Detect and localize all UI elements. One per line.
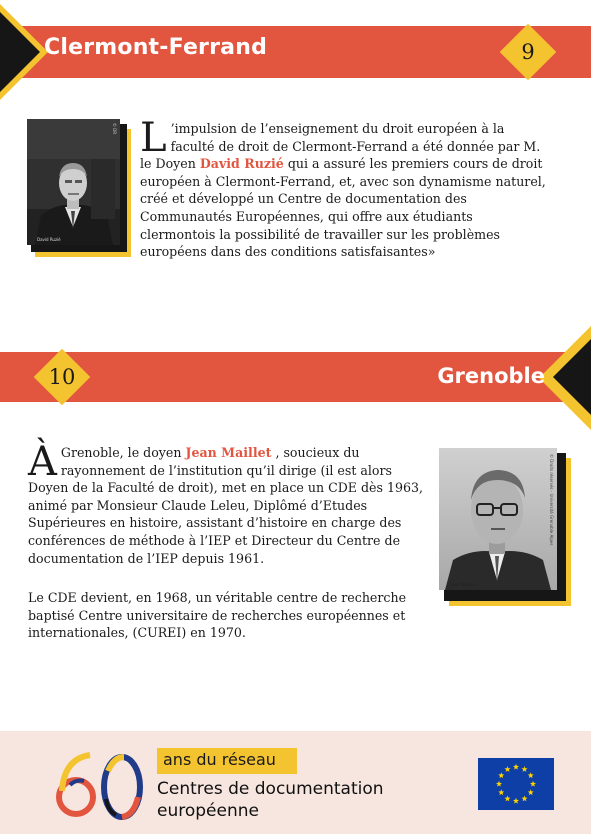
- portrait-photo: [439, 448, 557, 590]
- body-paragraph-2: Le CDE devient, en 1968, un véritable centre de recherche baptisé Centre universitaire de recherches européennes et internationales, (CUREI) en 1970.: [28, 590, 407, 641]
- photo-credit: © DR: [112, 123, 117, 135]
- highlighted-name: David Ruzié: [199, 156, 284, 172]
- drop-cap: L: [140, 115, 167, 161]
- section-banner-clermont: [0, 26, 591, 78]
- network-title-line1: Centres de documentation: [157, 779, 384, 799]
- photo-credit: © Droits réservés - Université Grenoble Alpes: [549, 454, 554, 546]
- banner-triangle-black: [0, 12, 40, 92]
- body-paragraph: [140, 115, 550, 261]
- body-paragraph: [28, 439, 430, 567]
- section-title: Clermont-Ferrand: [44, 35, 268, 60]
- portrait-frame: [439, 448, 569, 608]
- portrait-frame: [27, 119, 129, 253]
- highlighted-name: Jean Maillet: [185, 445, 272, 460]
- photo-caption: Jean Maillet: [451, 582, 475, 587]
- banner-triangle-black: [553, 339, 591, 415]
- section-number: 10: [48, 365, 76, 389]
- tagline: ans du réseau: [163, 750, 276, 769]
- paragraph-text-start: Grenoble, le doyen: [60, 445, 186, 460]
- section-number-badge: [500, 24, 556, 80]
- section-banner-grenoble: [0, 352, 591, 402]
- paragraph-text-end: , soucieux du rayonnement de l’institution qu’il dirige (il est alors Doyen de la Faculté de droit), met en place un CDE dès 1963, animé par Monsieur Claude Leleu, Diplômé d’Etudes Supérieures en histoire, assistant d’histoire en charge des conférences de méthode à l’IEP et Directeur du Centre de documentation de l’IEP depuis 1961.: [28, 445, 424, 566]
- drop-cap: À: [28, 439, 57, 485]
- section-title: Grenoble: [437, 364, 545, 388]
- paragraph-text-end: qui a assuré les premiers cours de droit européen à Clermont-Ferrand, et, avec son dynamisme naturel, créé et développé un Centre de documentation des Communautés Européennes, qui offre aux étudiants clermontois la possibilité de travailler sur les problèmes européens dans des conditions satisfaisantes»: [140, 156, 546, 260]
- photo-caption: David Ruzié: [37, 237, 61, 242]
- eu-flag-icon: [478, 758, 554, 810]
- network-title-line2: européenne: [157, 801, 259, 821]
- footer: [0, 731, 591, 834]
- logo-number: [150, 751, 151, 752]
- section-number-badge: [34, 349, 90, 405]
- sixty-logo: [50, 751, 150, 821]
- portrait-photo: [27, 119, 120, 245]
- paragraph-text-start: ’impulsion de l’enseignement du droit européen à la faculté de droit de Clermont-Ferrand a été donnée par M. le Doyen: [140, 121, 541, 172]
- section-number: 9: [521, 40, 535, 64]
